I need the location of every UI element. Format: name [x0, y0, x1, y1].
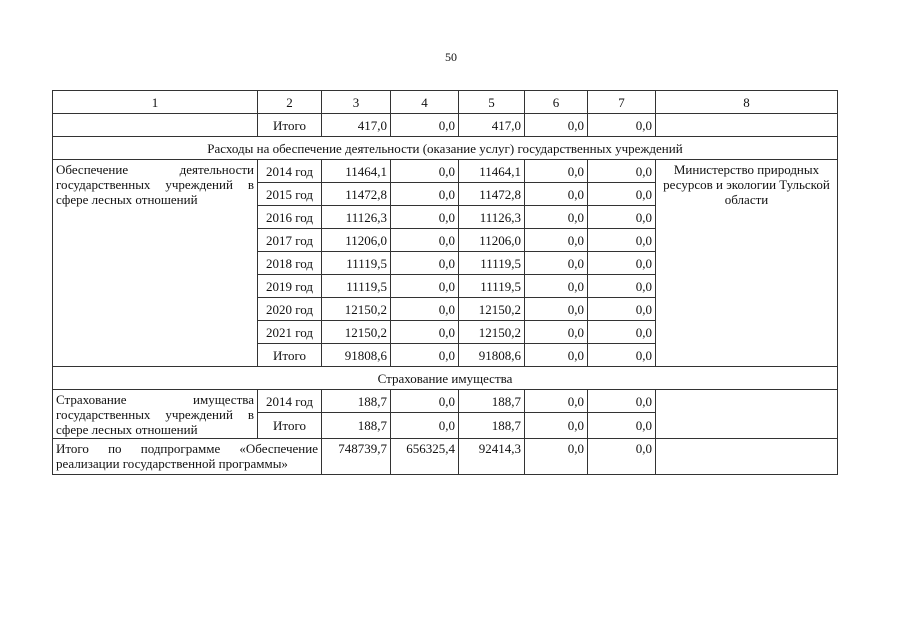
value-cell: 0,0	[525, 114, 588, 137]
item-name: Страхование имущества государственных учреждений в сфере лесных отношений	[53, 390, 258, 439]
empty-cell	[656, 114, 838, 137]
value-cell: 0,0	[525, 439, 588, 475]
year-cell: 2016 год	[258, 206, 322, 229]
year-cell: 2017 год	[258, 229, 322, 252]
value-cell: 0,0	[525, 390, 588, 413]
responsible-ministry: Министерство природных ресурсов и экологии Тульской области	[656, 160, 838, 367]
value-cell: 0,0	[588, 206, 656, 229]
value-cell: 11126,3	[459, 206, 525, 229]
header-row	[53, 91, 838, 114]
value-cell: 0,0	[588, 413, 656, 439]
value-cell: 0,0	[391, 114, 459, 137]
value-cell: 11464,1	[322, 160, 391, 183]
year-cell: 2014 год	[258, 390, 322, 413]
value-cell: 11119,5	[459, 275, 525, 298]
year-cell: Итого	[258, 344, 322, 367]
value-cell: 0,0	[588, 321, 656, 344]
value-cell: 0,0	[525, 206, 588, 229]
empty-cell	[53, 114, 258, 137]
value-cell: 0,0	[588, 183, 656, 206]
value-cell: 0,0	[588, 275, 656, 298]
empty-cell	[656, 439, 838, 475]
value-cell: 417,0	[459, 114, 525, 137]
value-cell: 188,7	[322, 390, 391, 413]
value-cell: 11472,8	[459, 183, 525, 206]
section-title: Страхование имущества	[53, 367, 838, 390]
value-cell: 656325,4	[391, 439, 459, 475]
value-cell: 0,0	[588, 439, 656, 475]
value-cell: 0,0	[391, 275, 459, 298]
value-cell: 0,0	[391, 160, 459, 183]
budget-table	[52, 90, 838, 475]
value-cell: 11119,5	[459, 252, 525, 275]
year-cell: Итого	[258, 413, 322, 439]
value-cell: 11126,3	[322, 206, 391, 229]
value-cell: 11119,5	[322, 252, 391, 275]
year-cell: Итого	[258, 114, 322, 137]
value-cell: 0,0	[391, 206, 459, 229]
header-cell: 8	[656, 91, 838, 114]
value-cell: 92414,3	[459, 439, 525, 475]
header-cell: 4	[391, 91, 459, 114]
value-cell: 11464,1	[459, 160, 525, 183]
header-cell: 7	[588, 91, 656, 114]
value-cell: 0,0	[391, 229, 459, 252]
year-cell: 2020 год	[258, 298, 322, 321]
value-cell: 188,7	[459, 413, 525, 439]
value-cell: 0,0	[391, 321, 459, 344]
year-cell: 2015 год	[258, 183, 322, 206]
value-cell: 11119,5	[322, 275, 391, 298]
value-cell: 0,0	[588, 114, 656, 137]
value-cell: 0,0	[525, 344, 588, 367]
value-cell: 0,0	[525, 160, 588, 183]
value-cell: 91808,6	[459, 344, 525, 367]
value-cell: 0,0	[525, 275, 588, 298]
year-cell: 2014 год	[258, 160, 322, 183]
value-cell: 0,0	[588, 390, 656, 413]
value-cell: 0,0	[391, 298, 459, 321]
value-cell: 0,0	[391, 413, 459, 439]
value-cell: 0,0	[525, 229, 588, 252]
value-cell: 0,0	[525, 298, 588, 321]
value-cell: 0,0	[391, 390, 459, 413]
section-row	[53, 137, 838, 160]
grand-total-label: Итого по подпрограмме «Обеспечение реализации государственной программы»	[53, 439, 322, 475]
value-cell: 12150,2	[322, 298, 391, 321]
value-cell: 0,0	[391, 183, 459, 206]
value-cell: 0,0	[525, 183, 588, 206]
value-cell: 11206,0	[322, 229, 391, 252]
value-cell: 188,7	[322, 413, 391, 439]
value-cell: 188,7	[459, 390, 525, 413]
value-cell: 0,0	[588, 229, 656, 252]
value-cell: 0,0	[525, 413, 588, 439]
section-row	[53, 367, 838, 390]
value-cell: 748739,7	[322, 439, 391, 475]
value-cell: 0,0	[391, 252, 459, 275]
header-cell: 3	[322, 91, 391, 114]
empty-cell	[656, 390, 838, 439]
value-cell: 12150,2	[322, 321, 391, 344]
table-row	[53, 160, 838, 183]
header-cell: 6	[525, 91, 588, 114]
value-cell: 0,0	[588, 344, 656, 367]
value-cell: 0,0	[588, 298, 656, 321]
table-row	[53, 390, 838, 413]
value-cell: 0,0	[588, 252, 656, 275]
value-cell: 0,0	[588, 160, 656, 183]
item-name: Обеспечение деятельности государственных учреждений в сфере лесных отношений	[53, 160, 258, 367]
value-cell: 11472,8	[322, 183, 391, 206]
header-cell: 1	[53, 91, 258, 114]
value-cell: 91808,6	[322, 344, 391, 367]
value-cell: 0,0	[525, 252, 588, 275]
header-cell: 5	[459, 91, 525, 114]
value-cell: 11206,0	[459, 229, 525, 252]
value-cell: 0,0	[525, 321, 588, 344]
value-cell: 0,0	[391, 344, 459, 367]
value-cell: 12150,2	[459, 298, 525, 321]
year-cell: 2021 год	[258, 321, 322, 344]
header-cell: 2	[258, 91, 322, 114]
grand-total-row	[53, 439, 838, 475]
page-number: 50	[445, 50, 457, 64]
year-cell: 2018 год	[258, 252, 322, 275]
table-row	[53, 114, 838, 137]
value-cell: 417,0	[322, 114, 391, 137]
value-cell: 12150,2	[459, 321, 525, 344]
section-title: Расходы на обеспечение деятельности (оказание услуг) государственных учреждений	[53, 137, 838, 160]
year-cell: 2019 год	[258, 275, 322, 298]
